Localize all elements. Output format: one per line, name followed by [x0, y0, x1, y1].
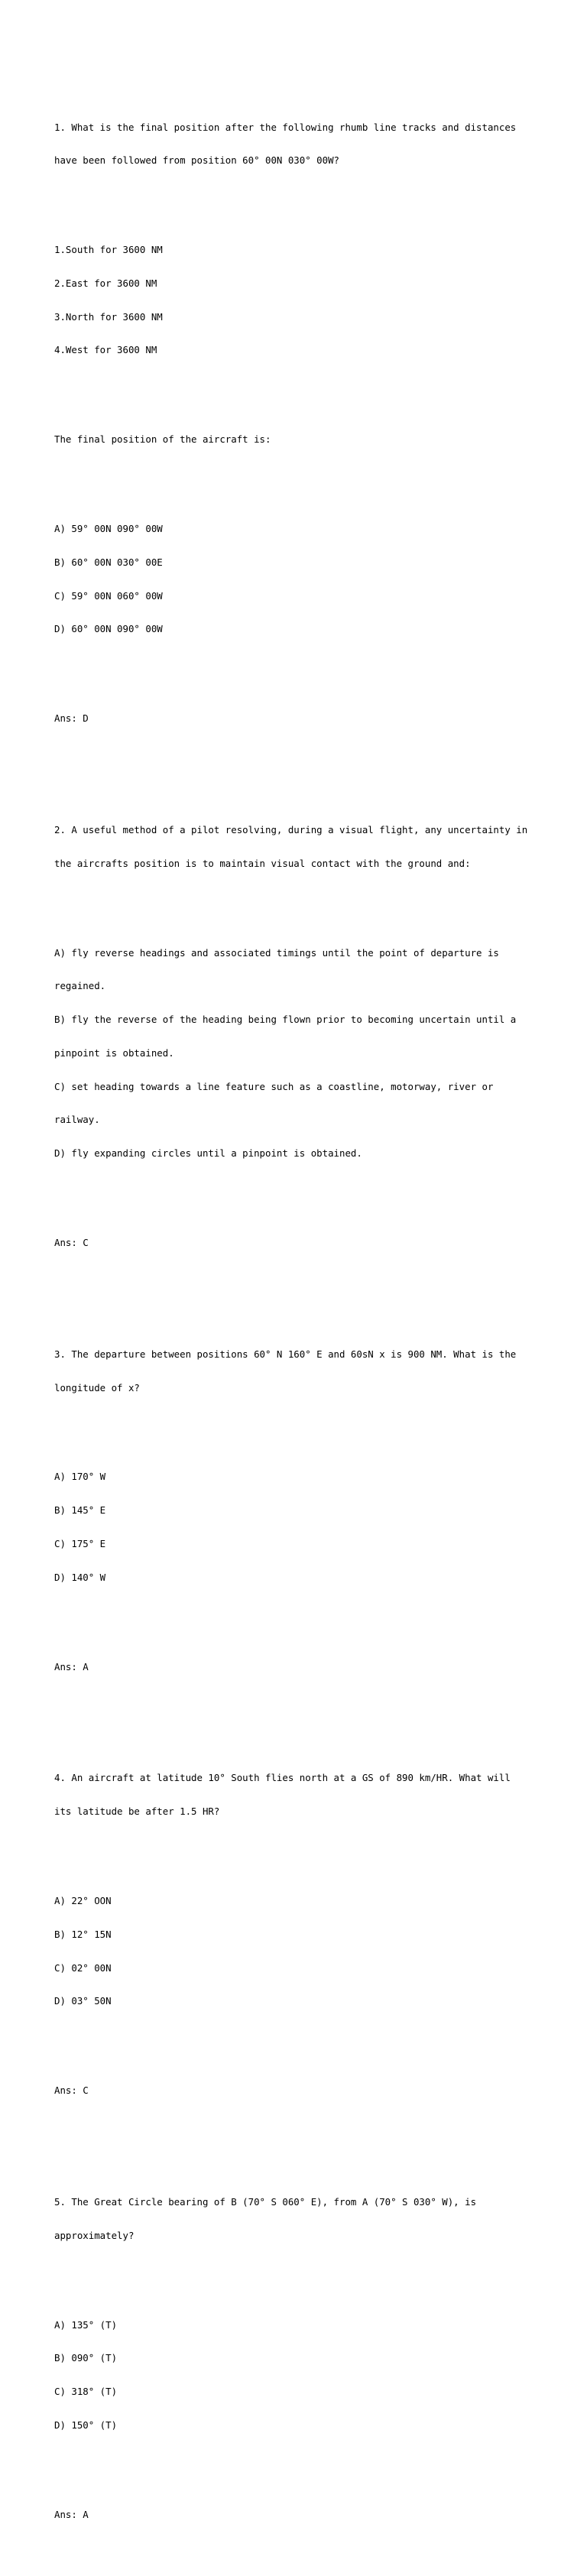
- option-item: C) 175° E: [54, 1537, 106, 1549]
- question-4-text: [54, 1750, 559, 1840]
- answer-line: Ans: C: [54, 2084, 89, 2097]
- option-item: pinpoint is obtained.: [54, 1046, 174, 1059]
- question-2-text: [54, 803, 559, 892]
- option-item: D) 150° (T): [54, 2419, 118, 2431]
- text-line: 1. What is the final position after the following rhumb line tracks and distances: [54, 121, 517, 133]
- option-item: D) 140° W: [54, 1571, 106, 1583]
- question-1-prompt: [54, 412, 559, 468]
- question-4-options: [54, 1874, 559, 2029]
- option-item: A) fly reverse headings and associated timings until the point of departure is: [54, 946, 499, 959]
- question-3-options: [54, 1449, 559, 1605]
- option-item: B) 090° (T): [54, 2352, 118, 2364]
- leg-item: 1.South for 3600 NM: [54, 244, 163, 256]
- leg-item: 2.East for 3600 NM: [54, 277, 157, 289]
- option-item: D) 03° 50N: [54, 1995, 112, 2007]
- question-2-options: [54, 925, 559, 1182]
- option-item: C) 59° 00N 060° 00W: [54, 589, 163, 602]
- question-1-legs: [54, 222, 559, 378]
- answer-line: Ans: D: [54, 712, 89, 725]
- option-item: B) 12° 15N: [54, 1928, 112, 1940]
- text-line: 2. A useful method of a pilot resolving, during a visual flight, any uncertainty in: [54, 823, 528, 835]
- option-item: A) 59° 00N 090° 00W: [54, 522, 163, 534]
- option-item: regained.: [54, 980, 106, 992]
- option-item: B) fly the reverse of the heading being flown prior to becoming uncertain until a: [54, 1014, 517, 1026]
- option-item: C) 318° (T): [54, 2386, 118, 2398]
- text-line: approximately?: [54, 2229, 135, 2241]
- question-1-answer: [54, 691, 559, 747]
- text-line: longitude of x?: [54, 1381, 140, 1393]
- question-5-options: [54, 2297, 559, 2453]
- question-1-options: [54, 501, 559, 657]
- option-item: A) 170° W: [54, 1471, 106, 1483]
- option-item: A) 135° (T): [54, 2318, 118, 2331]
- leg-item: 4.West for 3600 NM: [54, 344, 157, 356]
- option-item: D) fly expanding circles until a pinpoint is obtained.: [54, 1147, 362, 1160]
- question-2-answer: [54, 1215, 559, 1271]
- text-line: 4. An aircraft at latitude 10° South flies north at a GS of 890 km/HR. What will: [54, 1772, 511, 1784]
- option-item: A) 22° OON: [54, 1894, 112, 1906]
- option-item: B) 145° E: [54, 1504, 106, 1517]
- question-5-text: [54, 2175, 559, 2264]
- text-line: the aircrafts position is to maintain visual contact with the ground and:: [54, 857, 471, 869]
- option-item: D) 60° 00N 090° 00W: [54, 623, 163, 635]
- text-line: The final position of the aircraft is:: [54, 433, 271, 446]
- answer-line: Ans: A: [54, 1660, 89, 1672]
- option-item: C) set heading towards a line feature such as a coastline, motorway, river or: [54, 1080, 494, 1092]
- document-body: [54, 55, 559, 2576]
- question-3-text: [54, 1327, 559, 1416]
- option-item: B) 60° 00N 030° 00E: [54, 556, 163, 568]
- text-line: 3. The departure between positions 60° N 160° E and 60sN x is 900 NM. What is the: [54, 1348, 517, 1360]
- option-item: railway.: [54, 1114, 100, 1126]
- question-5-answer: [54, 2487, 559, 2542]
- answer-line: Ans: A: [54, 2508, 89, 2520]
- text-line: have been followed from position 60° 00N 030° 00W?: [54, 154, 339, 167]
- question-1-text: [54, 99, 559, 189]
- text-line: its latitude be after 1.5 HR?: [54, 1805, 220, 1818]
- text-line: 5. The Great Circle bearing of B (70° S 060° E), from A (70° S 030° W), is: [54, 2196, 477, 2208]
- question-3-answer: [54, 1639, 559, 1695]
- option-item: C) 02° 00N: [54, 1961, 112, 1974]
- leg-item: 3.North for 3600 NM: [54, 310, 163, 323]
- question-4-answer: [54, 2063, 559, 2119]
- answer-line: Ans: C: [54, 1236, 89, 1248]
